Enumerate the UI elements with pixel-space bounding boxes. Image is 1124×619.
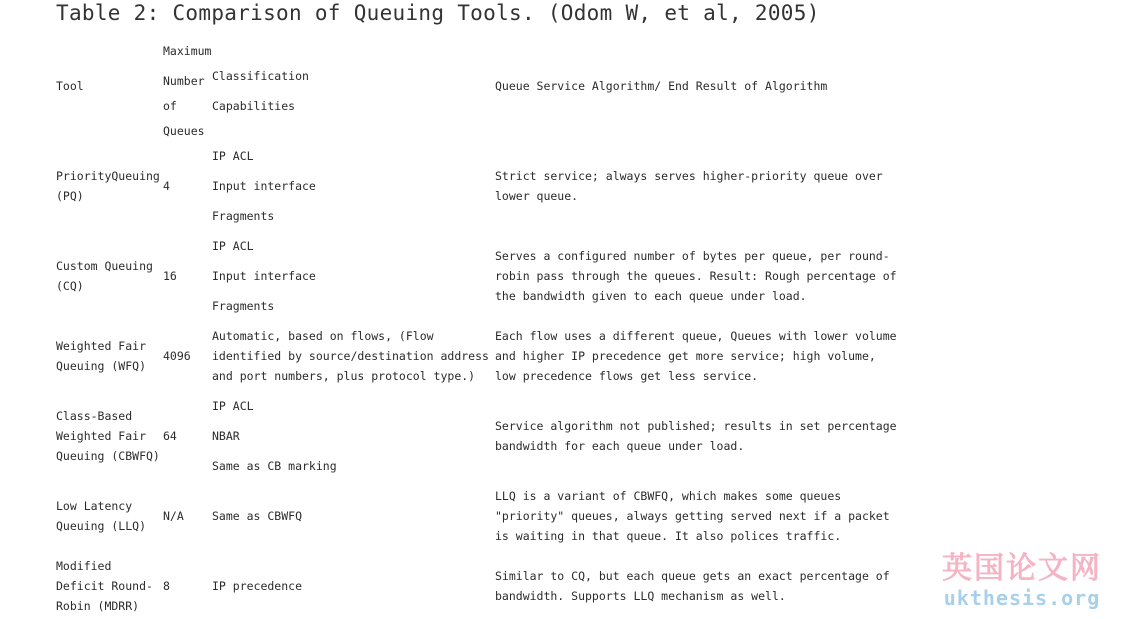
row-wfq-algorithm: Each flow uses a different queue, Queues with lower volume and higher IP precedence get more service; high volume, low precedence flows get less service. <box>495 329 897 383</box>
row-pq-num: 4 <box>163 179 170 193</box>
row-pq-classification: IP ACL Input interface Fragments <box>212 149 316 223</box>
row-wfq-tool: Weighted Fair Queuing (WFQ) <box>56 339 147 373</box>
row-wfq-classification: Automatic, based on flows, (Flow identified by source/destination address and port numbers, plus protocol type.) <box>212 329 489 383</box>
row-mdrr-classification: IP precedence <box>212 579 303 593</box>
table-title: Table 2: Comparison of Queuing Tools. (Odom W, et al, 2005) <box>56 1 820 25</box>
header-max-queues: Maximum Number of Queues <box>163 44 212 138</box>
header-classification: Classification Capabilities <box>212 69 309 113</box>
row-cbwfq-num: 64 <box>163 429 177 443</box>
row-cq-algorithm: Serves a configured number of bytes per queue, per round- robin pass through the queues. Result: Rough percentage of the bandwidth given to each queue under load. <box>495 249 897 303</box>
row-llq-tool: Low Latency Queuing (LLQ) <box>56 499 147 533</box>
row-cbwfq-algorithm: Service algorithm not published; results in set percentage bandwidth for each queue under load. <box>495 419 897 453</box>
row-cq-num: 16 <box>163 269 177 283</box>
row-mdrr-tool: Modified Deficit Round- Robin (MDRR) <box>56 559 153 613</box>
row-llq-classification: Same as CBWFQ <box>212 509 303 523</box>
watermark-site-text: ukthesis.org <box>943 586 1101 610</box>
row-llq-algorithm: LLQ is a variant of CBWFQ, which makes some queues "priority" queues, always getting served next if a packet is waiting in that queue. It also polices traffic. <box>495 489 890 543</box>
header-tool: Tool <box>56 79 84 93</box>
watermark-logo <box>932 551 1112 609</box>
watermark-chinese-text: 英国论文网 <box>942 551 1102 586</box>
row-wfq-num: 4096 <box>163 349 191 363</box>
row-pq-tool: PriorityQueuing (PQ) <box>56 169 160 203</box>
row-mdrr-num: 8 <box>163 579 170 593</box>
row-cq-tool: Custom Queuing (CQ) <box>56 259 153 293</box>
row-cbwfq-tool: Class-Based Weighted Fair Queuing (CBWFQ) <box>56 409 160 463</box>
row-pq-algorithm: Strict service; always serves higher-priority queue over lower queue. <box>495 169 883 203</box>
header-algorithm: Queue Service Algorithm/ End Result of Algorithm <box>495 79 828 93</box>
row-cbwfq-classification: IP ACL NBAR Same as CB marking <box>212 399 337 473</box>
row-cq-classification: IP ACL Input interface Fragments <box>212 239 316 313</box>
row-mdrr-algorithm: Similar to CQ, but each queue gets an exact percentage of bandwidth. Supports LLQ mechanism as well. <box>495 569 890 603</box>
row-llq-num: N/A <box>163 509 184 523</box>
